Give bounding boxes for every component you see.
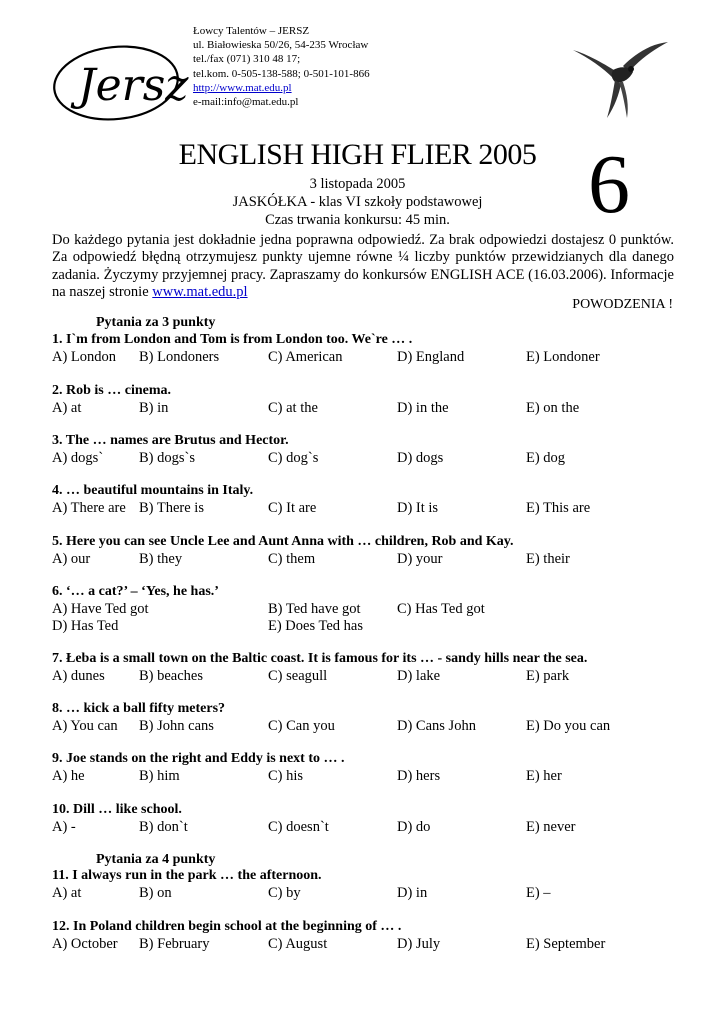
answer-option: B) John cans <box>139 718 214 734</box>
question-text: 7. Łeba is a small town on the Baltic coast. It is famous for its … - sandy hills near the sea. <box>52 651 588 666</box>
answer-option: E) never <box>526 819 576 835</box>
contest-duration: Czas trwania konkursu: 45 min. <box>265 212 450 228</box>
swallow-illustration <box>565 14 675 124</box>
answer-option: C) dog`s <box>268 450 319 466</box>
instructions <box>52 232 674 301</box>
answer-option: E) – <box>526 885 551 901</box>
question-text: 1. I`m from London and Tom is from London too. We`re … . <box>52 332 413 347</box>
question-text: 3. The … names are Brutus and Hector. <box>52 433 289 448</box>
website-link[interactable]: http://www.mat.edu.pl <box>193 81 292 94</box>
answer-option: B) dogs`s <box>139 450 195 466</box>
section-title: Pytania za 4 punkty <box>96 852 216 867</box>
question-text: 2. Rob is … cinema. <box>52 383 171 398</box>
answer-row <box>52 718 692 735</box>
answer-option: C) them <box>268 551 316 567</box>
answer-option: E) This are <box>526 500 591 516</box>
jersz-logo <box>48 38 190 128</box>
answer-option: A) dunes <box>52 668 105 684</box>
answer-row <box>52 400 692 417</box>
answer-option: C) American <box>268 349 343 365</box>
question-text: 9. Joe stands on the right and Eddy is next to … . <box>52 751 345 766</box>
answer-option: E) Do you can <box>526 718 611 734</box>
answer-option: A) dogs` <box>52 450 104 466</box>
answer-option: B) February <box>139 936 210 952</box>
org-line: ul. Białowieska 50/26, 54-235 Wrocław <box>193 39 369 52</box>
answer-option: E) Does Ted has <box>268 618 363 634</box>
answer-row <box>52 500 692 517</box>
good-luck: POWODZENIA ! <box>572 297 673 312</box>
email-line: e-mail:info@mat.edu.pl <box>193 96 299 109</box>
question-text: 12. In Poland children begin school at the beginning of … . <box>52 919 402 934</box>
answer-option: E) her <box>526 768 562 784</box>
answer-option: D) July <box>397 936 441 952</box>
answer-option: B) on <box>139 885 172 901</box>
answer-option: D) Cans John <box>397 718 476 734</box>
logo-text: Jersz <box>78 60 189 111</box>
question-text: 8. … kick a ball fifty meters? <box>52 701 226 716</box>
answer-row <box>52 768 692 785</box>
answer-row <box>52 618 692 635</box>
answer-option: A) You can <box>52 718 118 734</box>
answer-option: A) October <box>52 936 118 952</box>
answer-row <box>52 885 692 902</box>
org-line: tel./fax (071) 310 48 17; <box>193 53 301 66</box>
answer-option: A) Have Ted got <box>52 601 149 617</box>
answer-row <box>52 601 692 618</box>
instructions-link[interactable]: www.mat.edu.pl <box>152 283 248 300</box>
answer-option: C) August <box>268 936 328 952</box>
answer-row <box>52 668 692 685</box>
answer-option: B) Londoners <box>139 349 220 365</box>
answer-option: C) It are <box>268 500 317 516</box>
answer-option: E) September <box>526 936 606 952</box>
answer-option: B) beaches <box>139 668 204 684</box>
contest-category: JASKÓŁKA - klas VI szkoły podstawowej <box>232 194 483 210</box>
answer-option: D) in the <box>397 400 449 416</box>
answer-option: D) England <box>397 349 465 365</box>
answer-option: B) in <box>139 400 169 416</box>
section-title: Pytania za 3 punkty <box>96 315 216 330</box>
answer-row <box>52 936 692 953</box>
answer-option: E) on the <box>526 400 580 416</box>
answer-row <box>52 349 692 366</box>
answer-option: C) Has Ted got <box>397 601 485 617</box>
org-line: tel.kom. 0-505-138-588; 0-501-101-866 <box>193 67 370 80</box>
page-title: ENGLISH HIGH FLIER 2005 <box>178 138 537 171</box>
org-line: Łowcy Talentów – JERSZ <box>193 25 310 37</box>
question-text: 4. … beautiful mountains in Italy. <box>52 483 254 498</box>
answer-option: A) at <box>52 400 82 416</box>
answer-option: C) Can you <box>268 718 335 734</box>
answer-option: E) dog <box>526 450 566 466</box>
question-text: 6. ‘… a cat?’ – ‘Yes, he has.’ <box>52 584 219 599</box>
answer-option: D) hers <box>397 768 441 784</box>
level-number: 6 <box>588 138 630 231</box>
instructions-text: Do każdego pytania jest dokładnie jedna poprawna odpowiedź. Za brak odpowiedzi dostajesz 0 punktów. Za odpowiedź błędną otrzymujesz punkty ujemne równe ¼ liczby punktów przewidzianych dla danego zadania. Życzymy przyjemnej pracy. Zapraszamy do konkursów ENGLISH ACE (16.03.2006). Informacje na naszej stronie <box>52 232 674 300</box>
answer-option: D) lake <box>397 668 441 684</box>
answer-row <box>52 551 692 568</box>
answer-option: C) at the <box>268 400 318 416</box>
answer-option: C) his <box>268 768 304 784</box>
answer-option: B) Ted have got <box>268 601 361 617</box>
answer-option: D) It is <box>397 500 439 516</box>
answer-row <box>52 450 692 467</box>
answer-option: B) him <box>139 768 180 784</box>
answer-option: D) in <box>397 885 428 901</box>
answer-option: D) Has Ted <box>52 618 119 634</box>
answer-option: D) your <box>397 551 443 567</box>
answer-option: E) Londoner <box>526 349 600 365</box>
answer-option: A) London <box>52 349 117 365</box>
answer-option: A) our <box>52 551 91 567</box>
answer-option: B) There is <box>139 500 204 516</box>
answer-option: A) - <box>52 819 76 835</box>
answer-option: D) do <box>397 819 431 835</box>
answer-option: B) they <box>139 551 183 567</box>
answer-option: D) dogs <box>397 450 444 466</box>
answer-option: C) by <box>268 885 301 901</box>
answer-option: B) don`t <box>139 819 188 835</box>
answer-option: E) park <box>526 668 570 684</box>
answer-option: A) at <box>52 885 82 901</box>
question-text: 11. I always run in the park … the afternoon. <box>52 868 322 883</box>
answer-option: C) doesn`t <box>268 819 329 835</box>
answer-row <box>52 819 692 836</box>
answer-option: A) he <box>52 768 85 784</box>
answer-option: E) their <box>526 551 570 567</box>
contest-date: 3 listopada 2005 <box>309 176 406 192</box>
organization-info <box>193 24 370 109</box>
question-text: 10. Dill … like school. <box>52 802 182 817</box>
answer-option: A) There are <box>52 500 126 516</box>
question-text: 5. Here you can see Uncle Lee and Aunt Anna with … children, Rob and Kay. <box>52 534 514 549</box>
answer-option: C) seagull <box>268 668 328 684</box>
